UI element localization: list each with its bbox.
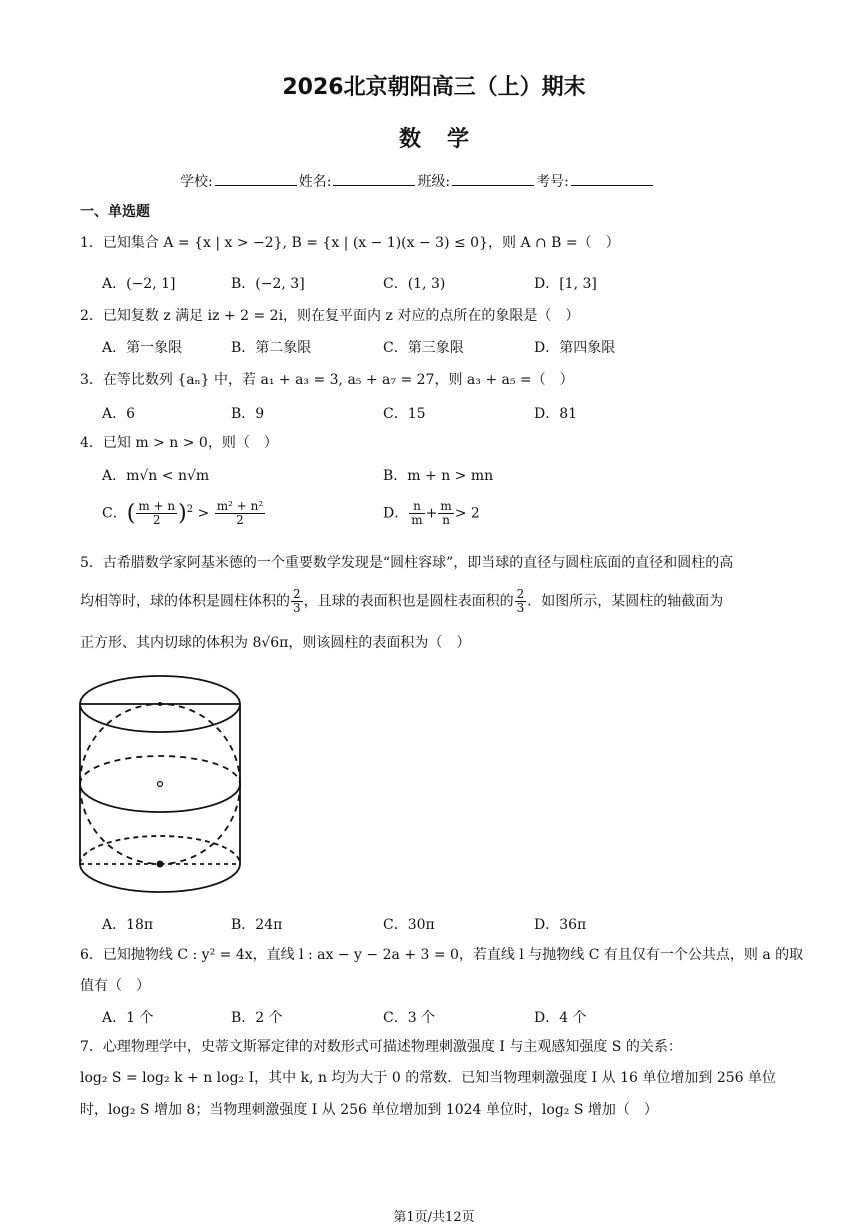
question-6-line2: 值有（ ） bbox=[80, 978, 150, 994]
q4-option-b: B．m + n > mn bbox=[383, 468, 494, 484]
cylinder-sphere-figure bbox=[76, 664, 246, 904]
class-field[interactable] bbox=[452, 171, 534, 186]
school-field[interactable] bbox=[215, 171, 297, 186]
question-1-text: 1．已知集合 A = {x | x > −2}, B = {x | (x − 1)(x − 3) ≤ 0}，则 A ∩ B =（ ） bbox=[80, 235, 620, 251]
q1-option-b: B．(−2, 3] bbox=[231, 276, 305, 292]
question-5-line2: 均相等时，球的体积是圆柱体积的 $\frac{2}{3}$ ，且球的表面积也是圆柱表面积的 $\frac{2}{3}$ ．如图所示，某圆柱的轴截面为 bbox=[80, 587, 724, 615]
question-7-line1: 7．心理物理学中，史蒂文斯幂定律的对数形式可描述物理刺激强度 I 与主观感知强度 S 的关系： bbox=[80, 1039, 682, 1055]
q5-option-a: A．18π bbox=[102, 917, 154, 933]
id-field[interactable] bbox=[571, 171, 653, 186]
q5-option-d: D．36π bbox=[534, 917, 587, 933]
question-3-text: 3．在等比数列 {aₙ} 中，若 a₁ + a₃ = 3, a₅ + a₇ = 27，则 a₃ + a₅ =（ ） bbox=[80, 372, 574, 388]
section-title: 一、单选题 bbox=[80, 204, 150, 220]
name-label: 姓名: bbox=[298, 174, 332, 190]
name-field[interactable] bbox=[333, 171, 415, 186]
q2-option-d: D．第四象限 bbox=[534, 340, 616, 356]
sphere-outline bbox=[80, 704, 240, 864]
top-center-point bbox=[158, 702, 162, 706]
q4-option-a: A．m√n < n√m bbox=[102, 468, 210, 484]
sphere-equator-front bbox=[80, 784, 240, 812]
q6-option-c: C．3 个 bbox=[383, 1010, 436, 1026]
q3-option-c: C．15 bbox=[383, 406, 426, 422]
q5-option-c: C．30π bbox=[383, 917, 435, 933]
q6-option-b: B．2 个 bbox=[231, 1010, 283, 1026]
sphere-equator-back bbox=[80, 756, 240, 784]
page-title: 2026北京朝阳高三（上）期末 bbox=[282, 75, 586, 100]
question-7-line3: 时，log₂ S 增加 8；当物理刺激强度 I 从 256 单位增加到 1024 单位时，log₂ S 增加（ ） bbox=[80, 1102, 658, 1118]
question-5-line3: 正方形、其内切球的体积为 8√6π，则该圆柱的表面积为（ ） bbox=[80, 635, 471, 651]
school-label: 学校: bbox=[180, 174, 213, 190]
question-2-text: 2．已知复数 z 满足 iz + 2 = 2i，则在复平面内 z 对应的点所在的象限是（ ） bbox=[80, 308, 580, 324]
q1-option-c: C．(1, 3) bbox=[383, 276, 446, 292]
id-label: 考号: bbox=[536, 174, 569, 190]
cylinder-bottom-front-arc bbox=[80, 864, 240, 892]
question-5-line1: 5．古希腊数学家阿基米德的一个重要数学发现是“圆柱容球”，即当球的直径与圆柱底面的直径和圆柱的高 bbox=[80, 555, 734, 571]
q5-option-b: B．24π bbox=[231, 917, 283, 933]
q3-option-b: B．9 bbox=[231, 406, 265, 422]
question-7-line2: log₂ S = log₂ k + n log₂ I，其中 k, n 均为大于 0 的常数．已知当物理刺激强度 I 从 16 单位增加到 256 单位 bbox=[80, 1070, 776, 1086]
page-number: 第1页/共12页 bbox=[393, 1210, 475, 1225]
class-label: 班级: bbox=[417, 174, 451, 190]
q4-option-d: D． $\frac{n}{m}$ + $\frac{m}{n}$ > 2 bbox=[383, 499, 480, 527]
q3-option-a: A．6 bbox=[102, 406, 136, 422]
q2-option-b: B．第二象限 bbox=[231, 340, 312, 356]
q1-option-d: D．[1, 3] bbox=[534, 276, 597, 292]
q4-option-c: C．( $\frac{m + n}{2}$ )$^2$ > $\frac{\text{m² + n²}}{2}$ bbox=[102, 499, 264, 527]
q2-option-a: A．第一象限 bbox=[102, 340, 183, 356]
question-6-line1: 6．已知抛物线 C : y² = 4x，直线 l : ax − y − 2a + 3 = 0，若直线 l 与抛物线 C 有且仅有一个公共点，则 a 的取 bbox=[80, 947, 804, 963]
q1-option-a: A．(−2, 1] bbox=[102, 276, 176, 292]
q6-option-d: D．4 个 bbox=[534, 1010, 587, 1026]
q2-option-c: C．第三象限 bbox=[383, 340, 464, 356]
q6-option-a: A．1 个 bbox=[102, 1010, 154, 1026]
q3-option-d: D．81 bbox=[534, 406, 578, 422]
bottom-center-point bbox=[157, 861, 164, 868]
sphere-center-point bbox=[158, 782, 163, 787]
question-4-text: 4．已知 m > n > 0，则（ ） bbox=[80, 435, 278, 451]
student-info-row bbox=[180, 171, 655, 191]
subject-title: 数学 bbox=[398, 127, 495, 152]
